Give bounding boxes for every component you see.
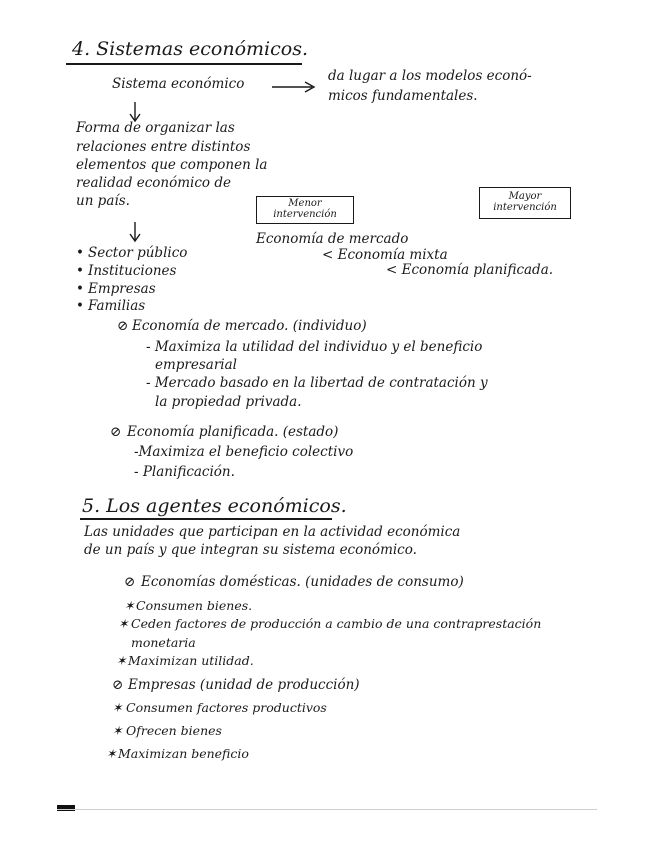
element-bullet: •	[76, 281, 84, 297]
concept-result-line-2: micos fundamentales.	[328, 88, 478, 104]
firms-point-1: Consumen factores productivos	[126, 700, 327, 715]
star-bullet-icon: ✶	[112, 700, 123, 715]
firms-marker-icon: ⊘	[112, 677, 124, 693]
households-heading: Economías domésticas. (unidades de consumo)	[141, 574, 464, 590]
planned-point-1: -Maximiza el beneficio colectivo	[134, 444, 354, 460]
more-intervention-box	[479, 187, 571, 219]
definition-line-2: relaciones entre distintos	[76, 139, 251, 155]
star-bullet-icon: ✶	[124, 598, 135, 613]
households-point-2: Ceden factores de producción a cambio de una contraprestación	[131, 616, 542, 631]
section-5-title: 5. Los agentes económicos.	[82, 495, 347, 517]
agents-definition-line-2: de un país y que integran su sistema económico.	[84, 542, 417, 558]
section-4-underline	[66, 63, 302, 65]
concept-label: Sistema económico	[112, 76, 245, 92]
element-empresas: Empresas	[88, 281, 156, 297]
market-marker-icon: ⊘	[117, 318, 129, 334]
planned-heading: Economía planificada. (estado)	[127, 424, 339, 440]
firms-point-2: Ofrecen bienes	[126, 723, 222, 738]
more-intervention-label: Mayor intervención	[493, 191, 557, 213]
scan-edge-line	[57, 809, 597, 810]
households-marker-icon: ⊘	[124, 574, 136, 590]
market-point-1-cont: empresarial	[155, 357, 237, 373]
star-bullet-icon: ✶	[112, 723, 123, 738]
less-intervention-box	[256, 196, 354, 224]
less-intervention-label: Menor intervención	[273, 198, 337, 220]
definition-line-4: realidad económico de	[76, 175, 231, 191]
market-point-2-cont: la propiedad privada.	[155, 394, 302, 410]
concept-result-line-1: da lugar a los modelos econó-	[328, 68, 532, 84]
firms-heading: Empresas (unidad de producción)	[128, 677, 360, 693]
element-sector-publico: Sector público	[88, 245, 188, 261]
element-bullet: •	[76, 298, 84, 314]
planned-marker-icon: ⊘	[110, 424, 122, 440]
scale-market: Economía de mercado	[256, 231, 409, 247]
planned-point-2: - Planificación.	[134, 464, 235, 480]
households-point-1: Consumen bienes.	[136, 598, 253, 613]
households-point-3: Maximizan utilidad.	[128, 653, 254, 668]
market-point-1: - Maximiza la utilidad del individuo y el beneficio	[146, 339, 483, 355]
right-arrow-icon	[272, 80, 318, 94]
households-point-2-cont: monetaria	[131, 635, 196, 650]
market-point-2: - Mercado basado en la libertad de contratación y	[146, 375, 488, 391]
definition-line-1: Forma de organizar las	[76, 120, 235, 136]
star-bullet-icon: ✶	[106, 746, 117, 761]
section-4-title: 4. Sistemas económicos.	[72, 38, 308, 60]
section-5-underline	[80, 518, 332, 520]
market-heading: Economía de mercado. (individuo)	[132, 318, 367, 334]
down-arrow-icon	[128, 222, 142, 244]
scale-planned: < Economía planificada.	[386, 262, 554, 278]
element-familias: Familias	[88, 298, 146, 314]
agents-definition-line-1: Las unidades que participan en la actividad económica	[84, 524, 461, 540]
element-instituciones: Instituciones	[88, 263, 177, 279]
element-bullet: •	[76, 263, 84, 279]
definition-line-5: un país.	[76, 193, 130, 209]
scan-edge-mark	[57, 805, 75, 811]
element-bullet: •	[76, 245, 84, 261]
star-bullet-icon: ✶	[118, 616, 129, 631]
firms-point-3: Maximizan beneficio	[118, 746, 249, 761]
scale-mixed: < Economía mixta	[322, 247, 448, 263]
definition-line-3: elementos que componen la	[76, 157, 268, 173]
star-bullet-icon: ✶	[116, 653, 127, 668]
